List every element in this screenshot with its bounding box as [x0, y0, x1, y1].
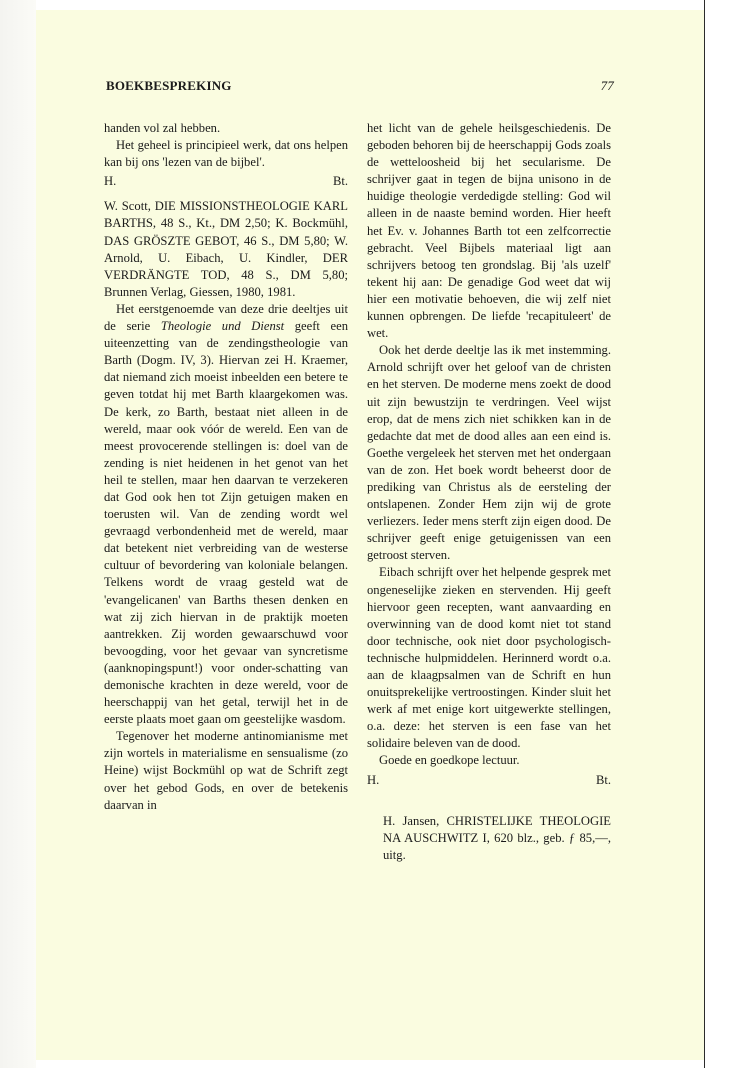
paragraph: Ook het derde deeltje las ik met instemming. Arnold schrijft over het geloof van de christen en het sterven. De moderne mens zoekt de dood uit zijn bewustzijn te verdringen. Veel wijst erop, dat de mens zich niet schikken kan in de gedachte dat met de dood alles aan een eind is. Goethe vergeleek het sterven met het ondergaan van de zon. Het boek wordt beheerst door de prediking van Christus als de eersteling der ontslapenen. Zonder Hem zijn wij de grote verliezers. Ieder mens sterft zijn eigen dood. De schrijver geeft enige getuigenissen van een getroost sterven. [367, 343, 611, 563]
paragraph: Tegenover het moderne antinomianisme met zijn wortels in materialisme en sensualisme (zo Heine) wijst Bockmühl op wat de Schrift zegt over het gebod Gods, en over de betekenis daarvan in [104, 729, 348, 812]
left-column [104, 120, 348, 814]
signature [104, 173, 348, 190]
signature-name: Bt. [595, 772, 611, 787]
right-column [367, 120, 611, 864]
signature [367, 772, 611, 789]
review-heading: H. Jansen, CHRISTELIJKE THEOLOGIE NA AUSCHWITZ I, 620 blz., geb. ƒ 85,—, uitg. [383, 813, 611, 862]
review-heading: W. Scott, DIE MISSIONSTHEOLOGIE KARL BARTHS, 48 S., Kt., DM 2,50; K. Bockmühl, DAS GRÖSZTE GEBOT, 46 S., DM 5,80; W. Arnold, U. Eibach, U. Kindler, DER VERDRÄNGTE TOD, 48 S., DM 5,80; Brunnen Verlag, Giessen, 1980, 1981. [104, 199, 348, 299]
header-title: BOEKBESPREKING [106, 78, 232, 93]
paragraph: Eibach schrijft over het helpende gesprek met ongeneselijke zieken en stervenden. Hij geeft hiervoor geen recepten, want aanvaarding en overwinning van de dood komt niet tot stand door technische, ook niet door psychologisch-technische hulpmiddelen. Herinnerd wordt o.a. aan de klaagpsalmen van de Schrift en hun onuitsprekelijke vertroostingen. Kinder sluit het werk af met enige kort uitgewerkte stellingen, o.a. deze: het sterven is een fase van het solidaire beleven van de dood. [367, 565, 611, 751]
page-number: 77 [600, 78, 614, 93]
text-run: geeft een uiteenzetting van de zendingstheologie van Barth (Dogm. IV, 3). Hiervan zei H. Kraemer, dat niemand zich moeist inbeelden een betere te geven totdat hij met Barth klaargekomen was. De kerk, zo Barth, bestaat niet alleen in de wereld, maar ook vóór de wereld. Een van de meest provocerende stellingen is: doel van de zending is niet heidenen in het genot van het heil te stellen, maar hen daarvan te verzekeren dat God ook hen tot Zijn getuigen maken en toerusten wil. Van de zending wordt wel gevraagd verbondenheid met de wereld, maar dat betekent niet verbreiding van de westerse cultuur of bevordering van koloniale belangen. Telkens wordt de vraag gesteld wat de 'evangelicanen' van Barths thesen denken en wat zij zich hiervan in de praktijk moeten aantrekken. Zij worden gewaarschuwd voor bevoogding, voor het gevaar van syncretisme (aanknopingspunt!) voor onder-schatting van demonische krachten in deze wereld, voor de heerschappij van het getal, terwijl het in de eerste plaats moet gaan om geestelijke wasdom. [104, 319, 348, 727]
paragraph: Het geheel is principieel werk, dat ons helpen kan bij ons 'lezen van de bijbel'. [104, 138, 348, 170]
scan-margin [0, 0, 36, 1068]
signature-initial: H. [367, 772, 380, 787]
paragraph: Goede en goedkope lectuur. [379, 753, 520, 768]
text-run: Het eerstgenoemde van deze drie deeltjes uit de serie [104, 301, 348, 334]
signature-name: Bt. [332, 174, 348, 189]
scan-edge-line [704, 0, 705, 1068]
paragraph: het licht van de gehele heilsgeschiedenis. De geboden behoren bij de heerschappij Gods zoals de wetteloosheid bij het secularisme. De schrijver gaat in tegen de bijna unisono in de huidige theologie verdedigde stelling: God wil alleen in de naaste bemind worden. Hier heeft het Ev. v. Johannes Barth tot een zelfcorrectie gebracht. Veel Bijbels materiaal ligt aan schrijvers betoog ten grondslag. Bij 'als uzelf' tekent hij aan: De genadige God weet dat wij hier een motivatie behoeven, die wij zelf niet kunnen opbrengen. De liefde 'recapituleert' de wet. [367, 121, 611, 341]
series-title: Theologie und Dienst [160, 319, 285, 334]
signature-initial: H. [104, 174, 117, 189]
paragraph: handen vol zal hebben. [104, 121, 221, 135]
paragraph [104, 301, 348, 728]
